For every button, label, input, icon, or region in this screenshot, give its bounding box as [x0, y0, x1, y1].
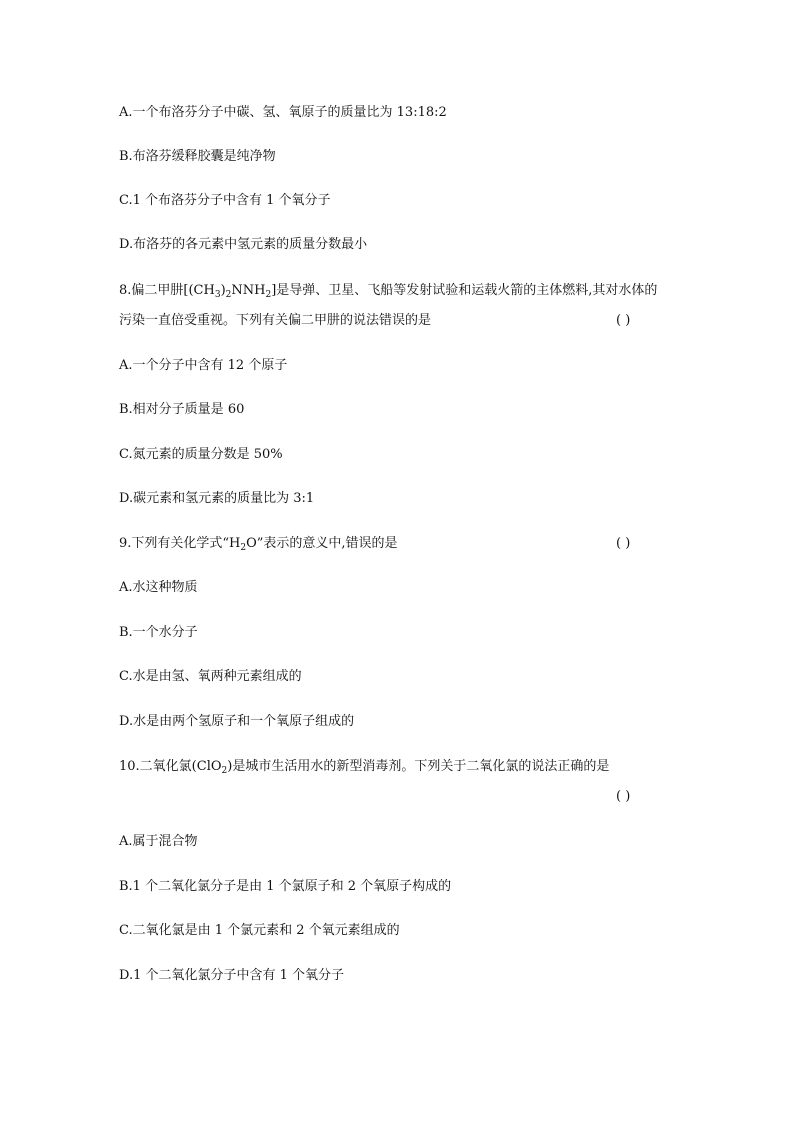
q8-subscript-2: 2 — [225, 290, 232, 300]
q8-stem-mid2: NNH — [231, 283, 266, 298]
q7-option-a: A.一个布洛芬分子中碳、氢、氧原子的质量比为 13:18:2 — [119, 105, 447, 120]
q8-option-c: C.氮元素的质量分数是 50% — [119, 447, 283, 462]
q9-option-b: B.一个水分子 — [119, 625, 198, 640]
q8-option-d: D.碳元素和氢元素的质量比为 3:1 — [119, 491, 315, 506]
q10-stem-prefix: 10.二氧化氯(ClO — [119, 759, 222, 774]
q8-stem-suffix: ]是导弹、卫星、飞船等发射试验和运载火箭的主体燃料,其对水体的 — [271, 283, 658, 298]
q10-stem — [119, 758, 609, 776]
q8-stem-mid1: ) — [220, 283, 226, 298]
q8-answer-paren: ( ) — [616, 313, 631, 328]
q9-answer-paren: ( ) — [616, 536, 631, 551]
q9-option-a: A.水这种物质 — [119, 580, 198, 595]
q10-option-a: A.属于混合物 — [119, 834, 198, 849]
q8-stem-line1 — [119, 282, 657, 300]
q9-subscript-1: 2 — [240, 543, 247, 553]
q9-stem — [119, 535, 398, 553]
q8-stem-prefix: 8.偏二甲肼[(CH — [119, 283, 215, 298]
q8-subscript-3: 2 — [265, 290, 272, 300]
q10-answer-paren: ( ) — [616, 789, 631, 804]
q9-option-c: C.水是由氢、氧两种元素组成的 — [119, 669, 302, 684]
q8-option-b: B.相对分子质量是 60 — [119, 402, 245, 417]
q10-subscript-1: 2 — [221, 766, 228, 776]
q9-option-d: D.水是由两个氢原子和一个氧原子组成的 — [119, 714, 355, 729]
q10-option-c: C.二氧化氯是由 1 个氯元素和 2 个氧元素组成的 — [119, 923, 400, 938]
q7-option-c: C.1 个布洛芬分子中含有 1 个氧分子 — [119, 193, 331, 208]
q10-option-b: B.1 个二氧化氯分子是由 1 个氯原子和 2 个氧原子构成的 — [119, 879, 452, 894]
q9-stem-suffix: O”表示的意义中,错误的是 — [246, 536, 398, 551]
q7-option-b: B.布洛芬缓释胶囊是纯净物 — [119, 149, 276, 164]
q9-stem-prefix: 9.下列有关化学式“H — [119, 536, 241, 551]
q7-option-d: D.布洛芬的各元素中氢元素的质量分数最小 — [119, 237, 368, 252]
q8-option-a: A.一个分子中含有 12 个原子 — [119, 358, 288, 373]
q10-stem-suffix: )是城市生活用水的新型消毒剂。下列关于二氧化氯的说法正确的是 — [227, 759, 610, 774]
q10-option-d: D.1 个二氧化氯分子中含有 1 个氧分子 — [119, 968, 345, 983]
q8-subscript-1: 3 — [214, 290, 221, 300]
q8-stem-line2: 污染一直倍受重视。下列有关偏二甲肼的说法错误的是 — [119, 313, 432, 328]
